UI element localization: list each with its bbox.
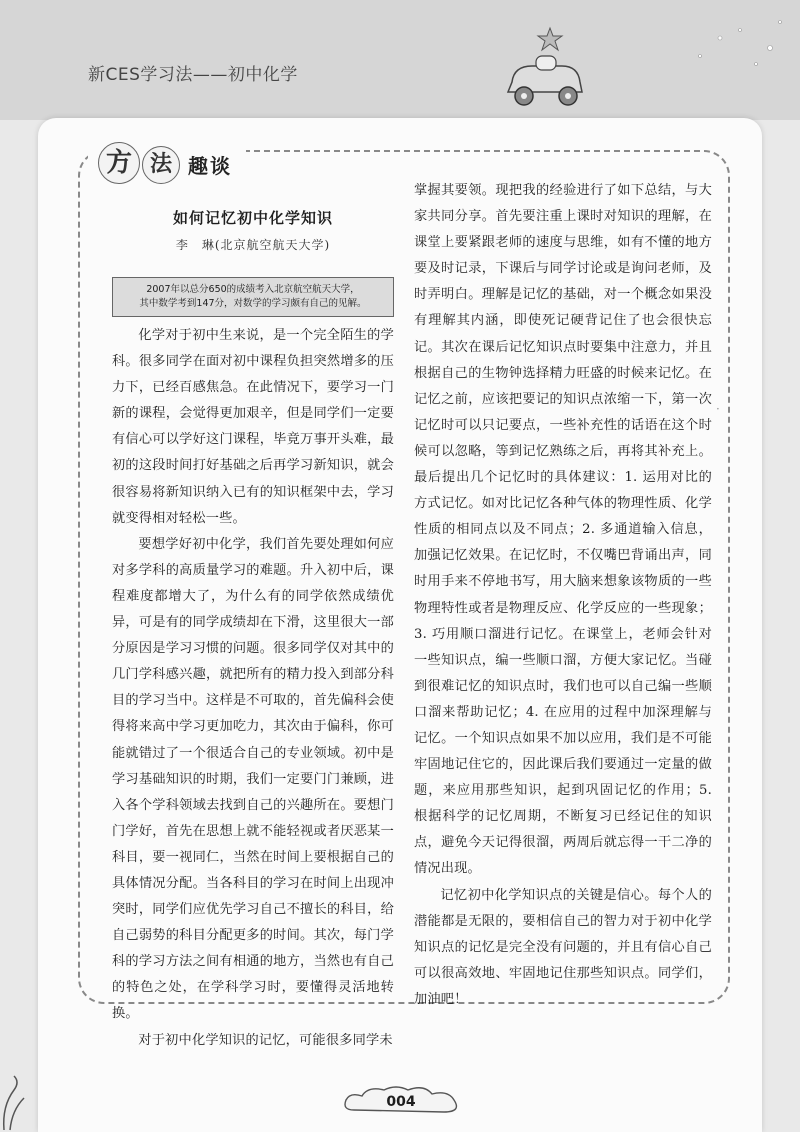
article-byline: 李 琳(北京航空航天大学): [175, 238, 331, 252]
section-label-char1: 方: [98, 142, 140, 184]
section-label: [98, 140, 258, 186]
corner-doodle-icon: [0, 1070, 40, 1132]
left-column: [112, 195, 394, 1054]
author-intro-box: [112, 277, 394, 317]
section-label-rest: 趣谈: [188, 154, 232, 178]
author-intro-line: 其中数学考到147分，对数学的学习颇有自己的见解。: [139, 298, 367, 309]
right-column: [414, 178, 712, 1013]
body-paragraph: 掌握其要领。现把我的经验进行了如下总结，与大家共同分享。首先要注重上课时对知识的理解，在课堂上要紧跟老师的速度与思维，如有不懂的地方要及时记录，下课后与同学讨论或是询问老师，及时弄明白。理解是记忆的基础，对一个概念如果没有理解其内涵，即使死记硬背记住了也会很快忘记。其次在课后记忆知识点时要集中注意力，并且根据自己的生物钟选择精力旺盛的时候来记忆。在记忆之前，应该把要记的知识点浓缩一下，第一次记忆时可以只记要点，一些补充性的话语在这个时候可以忽略，等到记忆熟练之后，再将其补充上。最后提出几个记忆时的具体建议：1. 运用对比的方式记忆。如对比记忆各种气体的物理性质、化学性质的相同点以及不同点；2. 多通道输入信息，加强记忆效果。在记忆时，不仅嘴巴背诵出声，同时用手来不停地书写，用大脑来想象该物质的一些物理特性或者是物理反应、化学反应的一些现象；3. 巧用顺口溜进行记忆。在课堂上，老师会针对一些知识点，编一些顺口溜，方便大家记忆。当碰到很难记忆的知识点时，我们也可以自己编一些顺口溜来帮助记忆；4. 在应用的过程中加深理解与记忆。一个知识点如果不加以应用，我们是不可能牢固地记住它的，因此课后我们要通过一定量的做题，来应用那些知识，起到巩固记忆的作用；5. 根据科学的记忆周期，不断复习已经记住的知识点，避免今天记得很溜，两周后就忘得一干二净的情况出现。: [414, 183, 712, 877]
body-paragraph: 化学对于初中生来说，是一个完全陌生的学科。很多同学在面对初中课程负担突然增多的压力下，已经百感焦急。在此情况下，要学习一门新的课程，会觉得更加艰辛，但是同学们一定要有信心可以学好这门课程，毕竟万事开头难，最初的这段时间打好基础之后再学习新知识，就会很容易将新知识纳入已有的知识框架中去，学习就变得相对轻松一些。: [112, 328, 394, 526]
car-illustration-icon: [492, 22, 592, 114]
page-number-badge: [340, 1084, 462, 1120]
body-paragraph: 记忆初中化学知识点的关键是信心。每个人的潜能都是无限的，要相信自己的智力对于初中化学知识点的记忆是完全没有问题的，并且有信心自己可以很高效地、牢固地记住那些知识点。同学们，加油吧！: [414, 887, 712, 1007]
book-series-title: 新CES学习法——初中化学: [88, 65, 298, 85]
section-label-char2: 法: [142, 146, 180, 184]
body-paragraph: 要想学好初中化学，我们首先要处理如何应对多学科的高质量学习的难题。升入初中后，课程难度都增大了，为什么有的同学依然成绩优异，可是有的同学成绩却在下滑，这里很大一部分原因是学习习惯的问题。很多同学仅对其中的几门学科感兴趣，就把所有的精力投入到部分科目的学习当中。这样是不可取的，首先偏科会使得将来高中学习更加吃力，其次由于偏科，你可能就错过了一个很适合自己的专业领域。初中是学习基础知识的时期，我们一定要门门兼顾，进入各个学科领域去找到自己的兴趣所在。要想门门学好，首先在思想上就不能轻视或者厌恶某一科目，要一视同仁，当然在时间上要根据自己的具体情况分配。当各科目的学习在时间上出现冲突时，同学们应优先学习自己不擅长的科目，给自己弱势的科目分配更多的时间。其次，每门学科的学习方法之间有相通的地方，当然也有自己的特色之处，在学科学习时，要懂得灵活地转换。: [112, 536, 394, 1022]
decorative-dots: ·: [716, 402, 720, 416]
body-paragraph: 对于初中化学知识的记忆，可能很多同学未: [138, 1032, 393, 1048]
article-title: 如何记忆初中化学知识: [172, 209, 333, 227]
page-number: 004: [386, 1094, 416, 1110]
author-intro-line: 2007年以总分650的成绩考入北京航空航天大学，: [146, 284, 360, 295]
